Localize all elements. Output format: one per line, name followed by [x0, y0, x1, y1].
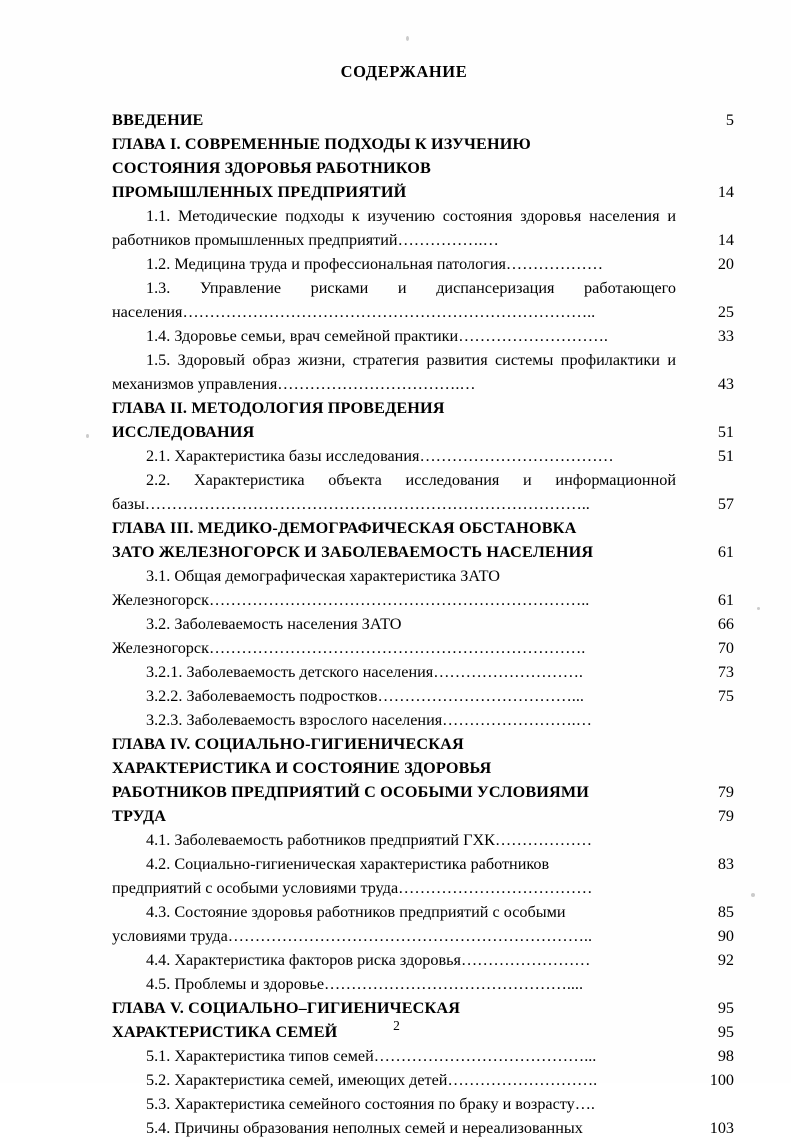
- toc-content: [112, 62, 734, 1140]
- toc-entry-page: [676, 612, 734, 660]
- toc-entry[interactable]: [112, 132, 734, 204]
- toc-entry-label: 5.4. Причины образования неполных семей и нереализованных: [146, 1119, 583, 1137]
- toc-page-number: 90: [717, 927, 734, 945]
- toc-entry-label: 3.2.3. Заболеваемость взрослого населения…………………….…: [146, 711, 592, 729]
- toc-entry-label: 1.4. Здоровье семьи, врач семейной практики……………………….: [146, 327, 608, 345]
- toc-page-number: 20: [717, 255, 734, 273]
- toc-page-number: 70: [717, 639, 734, 657]
- toc-page-number: 25: [717, 303, 734, 321]
- toc-entry-label: ГЛАВА III. МЕДИКО-ДЕМОГРАФИЧЕСКАЯ ОБСТАНОВКА ЗАТО ЖЕЛЕЗНОГОРСК И ЗАБОЛЕВАЕМОСТЬ НАСЕЛЕНИЯ: [112, 519, 594, 561]
- toc-entry-label: 2.1. Характеристика базы исследования………………………………: [146, 447, 614, 465]
- toc-entry[interactable]: [112, 1116, 734, 1140]
- toc-page-number: 57: [717, 495, 734, 513]
- toc-entry-label: 4.5. Проблемы и здоровье………………………………………....: [146, 975, 584, 993]
- toc-page-number: 79: [717, 807, 734, 825]
- toc-page-number: 85: [717, 903, 734, 921]
- toc-page-number: 43: [717, 375, 734, 393]
- toc-entry[interactable]: [112, 444, 734, 468]
- toc-entry-page: [676, 1092, 734, 1116]
- toc-page-number: 103: [709, 1119, 734, 1137]
- toc-entry-label: 3.1. Общая демографическая характеристика ЗАТО Железногорск……………………………………………………………..: [112, 567, 590, 609]
- toc-entry[interactable]: [112, 852, 734, 900]
- toc-page-number: 98: [717, 1047, 734, 1065]
- toc-page-spacer: [682, 756, 734, 780]
- toc-entry-label: 1.1. Методические подходы к изучению состояния здоровья населения и работников промышленных предприятий…………….…: [112, 207, 676, 249]
- toc-entry[interactable]: [112, 108, 734, 132]
- toc-page-number: 83: [717, 855, 734, 873]
- toc-entry-label: 5.1. Характеристика типов семей…………………………………...: [146, 1047, 597, 1065]
- toc-entry-page: [676, 732, 734, 828]
- toc-entry-page: [676, 108, 734, 132]
- toc-page-number: 73: [717, 663, 734, 681]
- toc-page-number: 61: [717, 591, 734, 609]
- toc-entry-label: ГЛАВА II. МЕТОДОЛОГИЯ ПРОВЕДЕНИЯ ИССЛЕДОВАНИЯ: [112, 399, 445, 441]
- toc-entry[interactable]: [112, 684, 734, 708]
- toc-entry-label: 5.3. Характеристика семейного состояния по браку и возрасту….: [146, 1095, 595, 1113]
- toc-entry[interactable]: [112, 564, 734, 612]
- toc-entry[interactable]: [112, 1092, 734, 1116]
- toc-page-number: [682, 1092, 734, 1116]
- toc-entry[interactable]: [112, 1068, 734, 1092]
- toc-entry-label: 4.2. Социально-гигиеническая характеристика работников предприятий с особыми условиями труда………………………………: [112, 855, 593, 897]
- toc-entry-page: [676, 276, 734, 324]
- toc-page-number: 51: [717, 423, 734, 441]
- toc-entry[interactable]: [112, 348, 734, 396]
- toc-entry-label: 4.3. Состояние здоровья работников предприятий с особыми условиями труда…………………………………………………………..: [112, 903, 593, 945]
- toc-entry-page: [676, 348, 734, 396]
- toc-entry-label: ВВЕДЕНИЕ: [112, 111, 204, 129]
- toc-entry-label: 2.2. Характеристика объекта исследования и информационной базы………………………………………………………………………..: [112, 471, 676, 513]
- toc-entry-page: [676, 1068, 734, 1092]
- toc-entry-label: 1.2. Медицина труда и профессиональная патология………………: [146, 255, 604, 273]
- toc-entry-page: [676, 828, 734, 852]
- scan-speck-icon: [757, 607, 760, 610]
- toc-page-number: [682, 828, 734, 852]
- toc-entry-label: ГЛАВА I. СОВРЕМЕННЫЕ ПОДХОДЫ К ИЗУЧЕНИЮ СОСТОЯНИЯ ЗДОРОВЬЯ РАБОТНИКОВ ПРОМЫШЛЕННЫХ ПРЕДПРИЯТИЙ: [112, 135, 531, 201]
- toc-entry-label: 3.2.1. Заболеваемость детского населения……………………….: [146, 663, 583, 681]
- table-of-contents: [112, 108, 734, 1140]
- toc-entry-label: 3.2.2. Заболеваемость подростков………………………………...: [146, 687, 584, 705]
- toc-entry-page: [676, 444, 734, 468]
- toc-page-spacer: [682, 468, 734, 492]
- toc-page-spacer: [682, 396, 734, 420]
- toc-entry-label: 4.1. Заболеваемость работников предприятий ГХК………………: [146, 831, 593, 849]
- toc-entry-page: [676, 396, 734, 444]
- toc-entry[interactable]: [112, 612, 734, 660]
- toc-entry-page: [676, 948, 734, 972]
- toc-page-number: 66: [717, 615, 734, 633]
- toc-page-spacer: [682, 156, 734, 180]
- toc-entry-page: [676, 684, 734, 708]
- toc-entry[interactable]: [112, 972, 734, 996]
- toc-page-number: 33: [717, 327, 734, 345]
- toc-entry-label: 1.5. Здоровый образ жизни, стратегия развития системы профилактики и механизмов управления…………………………….…: [112, 351, 676, 393]
- toc-entry-page: [676, 900, 734, 948]
- toc-page-number: [682, 708, 734, 732]
- toc-page-spacer: [682, 516, 734, 540]
- toc-page-number: 79: [717, 783, 734, 801]
- toc-entry[interactable]: [112, 324, 734, 348]
- toc-entry-page: [676, 468, 734, 516]
- toc-entry-page: [676, 132, 734, 204]
- toc-entry-label: 3.2. Заболеваемость населения ЗАТО Железногорск…………………………………………………………….: [112, 615, 586, 657]
- scan-speck-icon: [751, 893, 755, 897]
- scan-speck-icon: [86, 434, 89, 438]
- toc-page-number: 5: [725, 111, 734, 129]
- toc-entry-page: [676, 204, 734, 252]
- toc-page-spacer: [682, 564, 734, 588]
- toc-page-number: 14: [717, 231, 734, 249]
- toc-entry-label: 1.3. Управление рисками и диспансеризация работающего населения…………………………………………………………………..: [112, 279, 676, 321]
- toc-entry-page: [676, 1044, 734, 1068]
- toc-entry[interactable]: [112, 204, 734, 252]
- toc-page-number: 61: [717, 543, 734, 561]
- toc-page-spacer: [682, 732, 734, 756]
- toc-page-number: 14: [717, 183, 734, 201]
- toc-page-spacer: [682, 348, 734, 372]
- toc-page-number: [682, 972, 734, 996]
- scan-speck-icon: [406, 36, 409, 41]
- toc-entry[interactable]: [112, 948, 734, 972]
- folio-number: 2: [393, 1018, 400, 1033]
- toc-page-number: 51: [717, 447, 734, 465]
- toc-entry-label: 5.2. Характеристика семей, имеющих детей……………………….: [146, 1071, 598, 1089]
- toc-entry-page: [676, 660, 734, 684]
- toc-entry-label: ГЛАВА V. СОЦИАЛЬНО–ГИГИЕНИЧЕСКАЯ ХАРАКТЕРИСТИКА СЕМЕЙ: [112, 999, 461, 1041]
- toc-entry-page: [676, 1116, 734, 1140]
- toc-entry[interactable]: [112, 708, 734, 732]
- page-folio: [0, 1018, 791, 1034]
- toc-page-number: 92: [717, 951, 734, 969]
- toc-entry-page: [676, 252, 734, 276]
- toc-entry[interactable]: [112, 732, 734, 828]
- toc-page-number: 95: [717, 1023, 734, 1041]
- toc-entry-page: [676, 324, 734, 348]
- toc-entry[interactable]: [112, 396, 734, 444]
- toc-entry[interactable]: [112, 900, 734, 948]
- toc-entry-page: [676, 564, 734, 612]
- toc-entry[interactable]: [112, 276, 734, 324]
- toc-page-spacer: [682, 132, 734, 156]
- toc-entry[interactable]: [112, 828, 734, 852]
- toc-page-spacer: [682, 204, 734, 228]
- toc-entry-page: [676, 972, 734, 996]
- toc-entry-page: [676, 516, 734, 564]
- toc-entry[interactable]: [112, 516, 734, 564]
- toc-page-number: 75: [717, 687, 734, 705]
- toc-entry[interactable]: [112, 1044, 734, 1068]
- toc-entry[interactable]: [112, 468, 734, 516]
- toc-page-number: 95: [717, 999, 734, 1017]
- toc-entry-label: ГЛАВА IV. СОЦИАЛЬНО-ГИГИЕНИЧЕСКАЯ ХАРАКТЕРИСТИКА И СОСТОЯНИЕ ЗДОРОВЬЯ РАБОТНИКОВ ПРЕДПРИЯТИЙ С ОСОБЫМИ УСЛОВИЯМИ ТРУДА: [112, 735, 590, 825]
- page-title: СОДЕРЖАНИЕ: [340, 62, 468, 81]
- toc-entry[interactable]: [112, 252, 734, 276]
- toc-page-spacer: [682, 276, 734, 300]
- toc-entry-page: [676, 852, 734, 876]
- toc-entry-label: 4.4. Характеристика факторов риска здоровья……………………: [146, 951, 591, 969]
- toc-entry[interactable]: [112, 660, 734, 684]
- toc-entry-page: [676, 708, 734, 732]
- toc-page-number: 100: [709, 1071, 734, 1089]
